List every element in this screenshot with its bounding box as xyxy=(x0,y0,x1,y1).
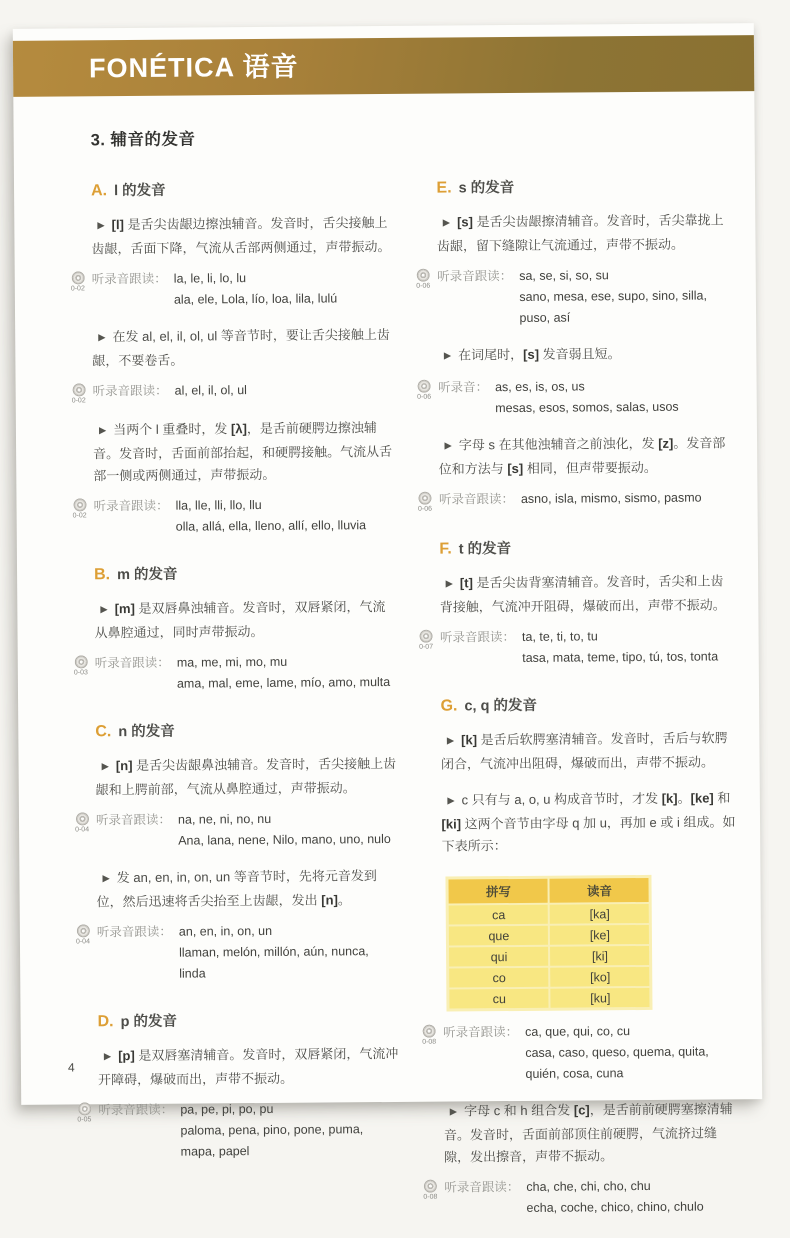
audio-track-number: 0-08 xyxy=(422,1038,437,1046)
triangle-bullet-icon: ▶ xyxy=(102,873,110,885)
triangle-bullet-icon: ▶ xyxy=(444,440,452,452)
section-d xyxy=(77,1008,400,1163)
section-g xyxy=(422,692,739,1219)
cd-audio-icon xyxy=(72,383,85,396)
section-heading xyxy=(436,174,731,197)
paragraph xyxy=(94,596,396,644)
paragraph-text: [s] xyxy=(457,214,477,230)
audio-track-number: 0-04 xyxy=(75,826,90,834)
paragraph-text: [n] xyxy=(321,892,338,908)
section-heading xyxy=(97,1008,399,1031)
audio-lines xyxy=(522,625,718,669)
practice-line: asno, isla, mismo, sismo, pasmo xyxy=(520,490,702,506)
audio-track-number: 0-07 xyxy=(419,643,434,651)
practice-line: sa, se, si, so, su xyxy=(519,268,609,283)
triangle-bullet-icon: ▶ xyxy=(103,1051,112,1063)
listen-repeat-label: 听录音跟读： xyxy=(437,269,513,284)
right-column xyxy=(416,149,739,1234)
section-heading xyxy=(95,718,397,741)
paragraph xyxy=(93,417,395,487)
practice-line: an, en, in, on, un xyxy=(178,923,273,939)
triangle-bullet-icon: ▶ xyxy=(449,1106,458,1118)
triangle-bullet-icon: ▶ xyxy=(447,795,455,807)
section-heading xyxy=(440,692,735,715)
audio-practice-block xyxy=(71,651,397,696)
spelling-table xyxy=(447,876,652,1011)
listen-repeat-label: 听录音跟读： xyxy=(438,492,515,507)
cd-audio-icon xyxy=(423,1025,436,1038)
section-letter: D. xyxy=(97,1013,114,1031)
triangle-bullet-icon: ▶ xyxy=(443,350,452,362)
audio-practice-block xyxy=(68,267,394,312)
paragraph-text: [p] xyxy=(118,1047,139,1064)
section-title: c, q 的发音 xyxy=(464,697,538,715)
chapter-title: FONÉTICA 语音 xyxy=(88,51,299,84)
section-letter: E. xyxy=(436,179,452,197)
table-header-row xyxy=(449,878,649,904)
audio-practice-block xyxy=(420,1175,739,1220)
paragraph xyxy=(441,727,736,775)
audio-practice-block xyxy=(69,379,395,405)
paragraph-text: 。发音部位和方法与 xyxy=(438,435,726,477)
section-letter: C. xyxy=(95,723,112,741)
practice-line: ma, me, mi, mo, mu xyxy=(176,654,288,670)
triangle-bullet-icon: ▶ xyxy=(442,217,451,229)
table-cell: ca xyxy=(449,905,548,925)
paragraph-text: 字母 c 和 h 组合发 xyxy=(463,1102,574,1119)
paragraph-text: 发 an, en, in, on, un 等音节时，先将元音发到位，然后迅速将舌尖抬至上齿龈，发出 xyxy=(96,868,377,910)
listen-repeat-label: 听录音跟读： xyxy=(444,1179,520,1195)
audio-practice-block xyxy=(413,264,732,330)
paragraph-text: [s] xyxy=(507,460,524,477)
audio-track-number: 0-06 xyxy=(417,505,433,513)
listen-repeat-label: 听录音跟读： xyxy=(98,1102,174,1118)
paragraph xyxy=(440,570,735,618)
paragraph-text: 发音弱且短。 xyxy=(538,346,621,362)
cd-audio-icon xyxy=(73,498,86,511)
audio-lines xyxy=(179,920,399,985)
section-f xyxy=(419,535,735,669)
audio-practice-block xyxy=(416,625,735,670)
practice-line: ca, que, qui, co, cu xyxy=(525,1024,631,1039)
audio-practice-block xyxy=(415,487,734,513)
table-row xyxy=(450,967,650,988)
audio-lines xyxy=(526,1176,704,1219)
practice-line: llaman, melón, millón, aún, nunca, linda xyxy=(179,944,369,981)
listen-repeat-label: 听录音跟读： xyxy=(92,383,168,399)
paragraph-text: 是舌尖齿龈边擦浊辅音。发音时，舌尖接触上齿龈，舌面下降，气流从舌部两侧通过，声带振动。 xyxy=(91,214,391,257)
two-column-layout xyxy=(70,149,739,1237)
section-letter: B. xyxy=(94,566,111,584)
paragraph xyxy=(96,865,398,913)
paragraph-text: [t] xyxy=(459,575,477,591)
paragraph xyxy=(437,209,732,257)
cd-audio-icon xyxy=(419,630,432,643)
cd-audio-icon xyxy=(74,655,87,668)
triangle-bullet-icon: ▶ xyxy=(98,425,107,437)
table-cell: qui xyxy=(449,947,548,967)
audio-icon-wrap xyxy=(68,269,88,292)
audio-track-number: 0-02 xyxy=(72,512,87,520)
audio-icon-wrap xyxy=(71,653,91,676)
paragraph-text: ，是舌前硬腭边擦浊辅音。发音时，舌面前部抬起，和硬腭接触。气流从舌部一侧或两侧通过，声带振动。 xyxy=(93,420,393,484)
audio-practice-block xyxy=(69,494,395,539)
table-row xyxy=(450,988,650,1009)
paragraph-text: 当两个 l 重叠时，发 xyxy=(113,421,232,438)
table-header-cell: 拼写 xyxy=(449,879,548,904)
section-title: l 的发音 xyxy=(114,182,166,200)
section-title: p 的发音 xyxy=(120,1013,178,1031)
triangle-bullet-icon: ▶ xyxy=(446,735,455,747)
left-column xyxy=(70,152,401,1237)
listen-repeat-label: 听录音跟读： xyxy=(95,812,172,828)
triangle-bullet-icon: ▶ xyxy=(100,604,108,616)
audio-track-number: 0-08 xyxy=(423,1193,438,1201)
audio-lines xyxy=(174,267,338,310)
listen-repeat-label: 听录音跟读： xyxy=(93,498,169,514)
page-number: 4 xyxy=(67,1060,75,1075)
paragraph-text: 字母 s 在其他浊辅音之前浊化，发 xyxy=(458,435,659,453)
audio-track-number: 0-06 xyxy=(416,282,431,290)
practice-line: lla, lle, lli, llo, llu xyxy=(175,497,262,513)
paragraph-text: c 只有与 a, o, u 构成音节时，才发 xyxy=(461,790,662,808)
cd-audio-icon xyxy=(417,269,430,282)
paragraph-text: 相同，但声带要振动。 xyxy=(523,459,657,476)
paragraph xyxy=(444,1098,739,1168)
audio-icon-wrap xyxy=(73,922,93,945)
table-cell: [ku] xyxy=(551,988,650,1008)
paragraph-text: 。 xyxy=(337,892,351,908)
cd-audio-icon xyxy=(418,492,431,505)
practice-line: sano, mesa, ese, supo, sino, silla, puso, así xyxy=(519,288,708,325)
audio-lines xyxy=(525,1020,738,1085)
listen-repeat-label: 听录音跟读： xyxy=(443,1024,519,1040)
audio-practice-block xyxy=(414,375,733,420)
practice-line: Ana, lana, nene, Nilo, mano, uno, nulo xyxy=(178,831,391,848)
paragraph-text: 在发 al, el, il, ol, ul 等音节时，要让舌尖接触上齿龈，不要卷舌。 xyxy=(92,326,390,369)
practice-line: al, el, il, ol, ul xyxy=(174,383,247,398)
paragraph-text: 是双唇鼻浊辅音。发音时，双唇紧闭，气流从鼻腔通过，同时声带振动。 xyxy=(94,599,386,641)
table-cell: [ke] xyxy=(550,925,649,945)
practice-line: mesas, esos, somos, salas, usos xyxy=(495,399,679,416)
table-cell: cu xyxy=(450,989,549,1009)
audio-track-number: 0-04 xyxy=(75,938,90,946)
listen-repeat-label: 听录音跟读： xyxy=(96,924,172,940)
practice-line: tasa, mata, teme, tipo, tú, tos, tonta xyxy=(522,649,719,665)
practice-line: la, le, li, lo, lu xyxy=(173,271,247,286)
cd-audio-icon xyxy=(417,380,430,393)
triangle-bullet-icon: ▶ xyxy=(101,761,109,773)
paragraph xyxy=(91,212,393,260)
section-e xyxy=(416,174,733,513)
audio-track-number: 0-02 xyxy=(70,285,85,293)
paragraph-text: [k] xyxy=(661,790,678,806)
paragraph-text: 是双唇塞清辅音。发音时，双唇紧闭，气流冲开障碍，爆破而出，声带不振动。 xyxy=(97,1045,399,1088)
audio-practice-block xyxy=(74,1098,400,1164)
table-cell: [ko] xyxy=(551,967,650,987)
cd-audio-icon xyxy=(75,812,88,825)
section-heading xyxy=(439,535,734,558)
paragraph-text: [λ] xyxy=(230,421,247,437)
listen-repeat-label: 听录音跟读： xyxy=(91,271,167,287)
audio-icon-wrap xyxy=(415,490,435,513)
practice-line: casa, caso, queso, quema, quita, quién, cosa, cuna xyxy=(525,1044,709,1081)
cd-audio-icon xyxy=(78,1102,91,1115)
table-header-cell: 读音 xyxy=(550,878,649,903)
audio-lines xyxy=(495,376,679,419)
practice-line: echa, coche, chico, chino, chulo xyxy=(526,1199,704,1215)
paragraph-text: [ki] xyxy=(441,816,462,832)
paragraph-text: [m] xyxy=(114,600,139,617)
triangle-bullet-icon: ▶ xyxy=(445,578,453,590)
section-title: m 的发音 xyxy=(117,566,178,584)
section-letter: G. xyxy=(440,697,458,715)
table-row xyxy=(449,946,649,967)
paragraph-text: [c] xyxy=(573,1102,590,1118)
audio-icon-wrap xyxy=(419,1023,439,1046)
paragraph xyxy=(92,324,394,372)
section-letter: A. xyxy=(90,182,108,200)
paragraph xyxy=(438,342,733,368)
section-title: t 的发音 xyxy=(458,541,512,558)
audio-track-number: 0-05 xyxy=(77,1116,92,1124)
table-row xyxy=(449,925,649,946)
section-b xyxy=(73,561,396,695)
section-title: s 的发音 xyxy=(458,179,515,197)
practice-line: olla, allá, ella, lleno, allí, ello, lluvia xyxy=(175,518,367,534)
paragraph-text: 是舌尖齿龈鼻浊辅音。发音时，舌尖接触上齿龈和上腭前部，气流从鼻腔通过，声带振动。 xyxy=(95,755,397,798)
audio-practice-block xyxy=(73,920,399,986)
book-page xyxy=(13,23,762,1215)
audio-icon-wrap xyxy=(69,381,89,404)
cd-audio-icon xyxy=(76,924,89,937)
audio-lines xyxy=(177,651,391,695)
audio-icon-wrap xyxy=(414,378,434,401)
table-row xyxy=(449,904,649,925)
practice-line: ama, mal, eme, lame, mío, amo, multa xyxy=(176,674,391,691)
chapter-banner xyxy=(13,35,754,97)
paragraph xyxy=(95,753,397,801)
audio-icon-wrap xyxy=(416,628,436,651)
practice-line: cha, che, chi, cho, chu xyxy=(526,1178,651,1194)
audio-icon-wrap xyxy=(420,1178,440,1201)
audio-lines xyxy=(178,808,391,852)
spelling-pronunciation-table xyxy=(446,875,653,1012)
paragraph-text: ，是舌前前硬腭塞擦清辅音。发音时，舌面前部顶住前硬腭，气流挤过缝隙，发出擦音，声带不振动。 xyxy=(443,1101,733,1165)
table-cell: [ki] xyxy=(550,946,649,966)
paragraph-text: 是舌尖齿龈擦清辅音。发音时，舌尖靠拢上齿龈，留下缝隙让气流通过，声带不振动。 xyxy=(436,212,724,254)
audio-track-number: 0-02 xyxy=(71,397,86,405)
paragraph xyxy=(438,432,733,480)
listen-repeat-label: 听录音跟读： xyxy=(439,630,516,645)
practice-line: ala, ele, Lola, lío, loa, lila, lulú xyxy=(173,291,338,307)
audio-track-number: 0-03 xyxy=(73,669,88,677)
audio-lines xyxy=(175,380,247,402)
section-title: n 的发音 xyxy=(118,723,175,741)
paragraph-text: 在词尾时， xyxy=(458,346,524,363)
cd-audio-icon xyxy=(71,271,84,284)
practice-line: as, es, is, os, us xyxy=(495,379,585,395)
section-number-heading: 3. 辅音的发音 xyxy=(90,130,196,150)
paragraph-text: 是舌后软腭塞清辅音。发音时，舌后与软腭闭合，气流冲出阻碍，爆破而出，声带不振动。 xyxy=(440,730,728,772)
paragraph-text: [z] xyxy=(658,435,674,451)
paragraph-text: [s] xyxy=(523,346,540,362)
listen-repeat-label: 听录音跟读： xyxy=(94,655,170,671)
table-cell: co xyxy=(450,968,549,988)
paragraph-text: [l] xyxy=(111,217,128,233)
table-head xyxy=(449,878,649,904)
paragraph-text: 这两个音节由字母 q 加 u，再加 e 或 i 组成。如下表所示： xyxy=(441,814,736,854)
table-body xyxy=(449,904,650,1009)
table-cell: que xyxy=(449,926,548,946)
practice-line: paloma, pena, pino, pone, puma, mapa, papel xyxy=(180,1122,364,1159)
cd-audio-icon xyxy=(424,1180,437,1193)
section-heading xyxy=(91,177,393,200)
practice-line: pa, pe, pi, po, pu xyxy=(180,1101,274,1117)
table-cell: [ka] xyxy=(550,904,649,924)
section-c xyxy=(75,718,399,985)
audio-icon-wrap xyxy=(413,267,433,290)
audio-track-number: 0-06 xyxy=(417,393,432,401)
section-a xyxy=(70,177,395,538)
paragraph-text: 和 xyxy=(713,790,731,806)
practice-line: ta, te, ti, to, tu xyxy=(521,629,598,644)
section-letter: F. xyxy=(439,540,452,558)
section-heading xyxy=(94,561,396,584)
paragraph-text: [ke] xyxy=(690,790,714,806)
page-content xyxy=(13,91,762,1215)
paragraph-text: 是舌尖齿背塞清辅音。发音时，舌尖和上齿背接触，气流冲开阻碍，爆破而出，声带不振动。 xyxy=(439,573,726,615)
paragraph xyxy=(441,787,736,857)
audio-practice-block xyxy=(419,1020,738,1086)
audio-icon-wrap xyxy=(69,496,89,519)
audio-practice-block xyxy=(72,808,398,853)
audio-lines xyxy=(180,1098,400,1163)
audio-lines xyxy=(175,494,366,537)
listen-repeat-label: 听录音： xyxy=(437,380,489,395)
paragraph-text: [k] xyxy=(461,732,481,748)
triangle-bullet-icon: ▶ xyxy=(98,332,106,344)
audio-lines xyxy=(519,264,732,329)
audio-lines xyxy=(521,488,702,510)
paragraph-text: [n] xyxy=(115,757,137,774)
audio-icon-wrap xyxy=(74,1100,94,1123)
paragraph-text: 。 xyxy=(677,790,691,806)
practice-line: na, ne, ni, no, nu xyxy=(177,811,272,827)
audio-icon-wrap xyxy=(72,810,92,833)
triangle-bullet-icon: ▶ xyxy=(97,220,105,232)
paragraph xyxy=(98,1043,400,1091)
